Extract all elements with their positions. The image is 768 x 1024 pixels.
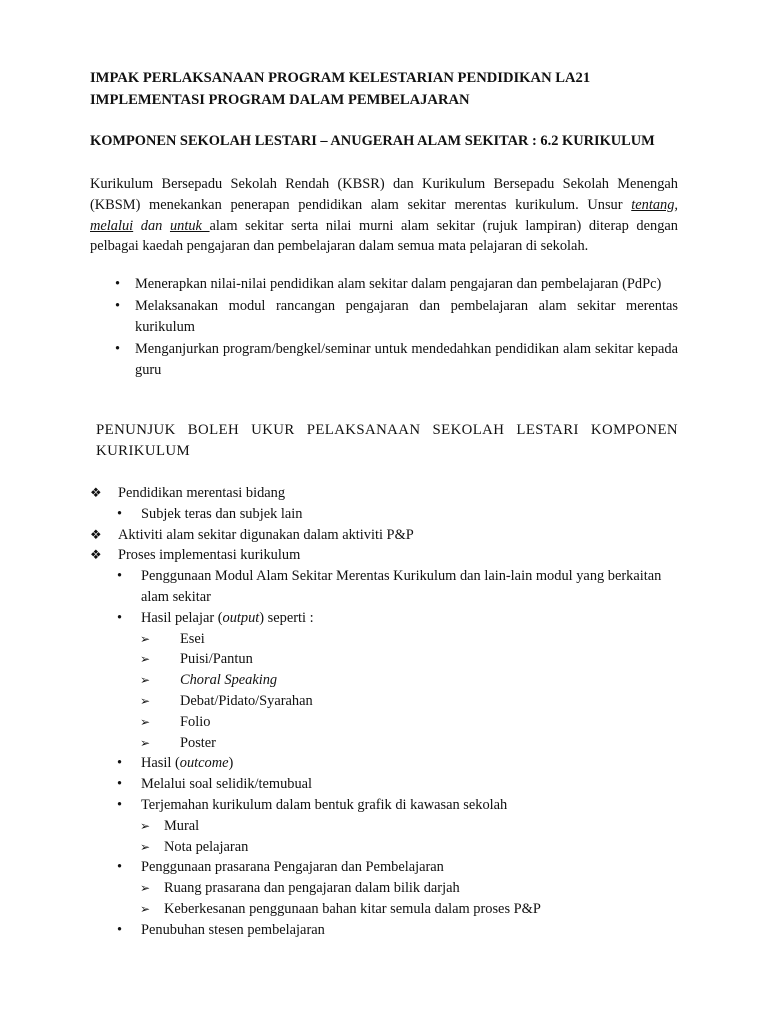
list-item — [90, 545, 690, 566]
list-item — [90, 920, 690, 941]
item-text: Debat/Pidato/Syarahan — [180, 692, 313, 709]
list-item — [90, 629, 690, 650]
arrow-bullet-icon: ➢ — [140, 693, 151, 708]
title-line-1: IMPAK PERLAKSANAAN PROGRAM KELESTARIAN PENDIDIKAN LA21 — [90, 70, 591, 86]
list-item: • Melaksanakan modul rancangan pengajaran dan pembelajaran alam sekitar merentas kurikulum — [90, 296, 678, 338]
title-line-2: IMPLEMENTASI PROGRAM DALAM PEMBELAJARAN — [90, 91, 470, 108]
diamond-bullet-icon: ❖ — [90, 547, 102, 563]
item-text: Pendidikan merentasi bidang — [118, 485, 286, 501]
list-item — [90, 857, 690, 878]
intro-dan: dan — [133, 217, 170, 234]
section-subtitle: KOMPONEN SEKOLAH LESTARI – ANUGERAH ALAM SEKITAR : 6.2 KURIKULUM — [90, 133, 655, 149]
arrow-bullet-icon: ➢ — [140, 818, 151, 833]
list-item — [90, 753, 690, 774]
arrow-bullet-icon: ➢ — [140, 631, 151, 646]
item-text: Ruang prasarana dan pengajaran dalam bilik darjah — [164, 880, 460, 897]
list-item — [90, 774, 690, 795]
item-text: Penggunaan Modul Alam Sekitar Merentas Kurikulum dan lain-lain modul yang berkaitan alam sekitar — [141, 568, 662, 605]
indicator-heading-text: PENUNJUK BOLEH UKUR PELAKSANAAN SEKOLAH LESTARI KOMPONEN KURIKULUM — [96, 422, 678, 459]
item-text: Keberkesanan penggunaan bahan kitar semula dalam proses P&P — [164, 900, 541, 917]
item-text: Nota pelajaran — [164, 838, 249, 855]
arrow-bullet-icon: ➢ — [140, 652, 151, 667]
list-item — [90, 483, 690, 504]
list-item: • Menerapkan nilai-nilai pendidikan alam sekitar dalam pengajaran dan pembelajaran (PdPc) — [90, 274, 678, 295]
diamond-bullet-icon: ❖ — [90, 526, 102, 542]
bullet-icon: • — [117, 609, 123, 626]
arrow-bullet-icon: ➢ — [140, 714, 151, 729]
list-item: • Menganjurkan program/bengkel/seminar untuk mendedahkan pendidikan alam sekitar kepada guru — [90, 339, 678, 381]
item-text: Mural — [164, 817, 200, 834]
indicator-heading — [96, 420, 678, 462]
intro-tentang: tentang, — [631, 196, 678, 213]
list-item — [90, 504, 690, 525]
bullet-icon: • — [117, 568, 123, 585]
arrow-bullet-icon: ➢ — [140, 673, 151, 688]
list-item — [90, 691, 690, 712]
item-text: Hasil (outcome) — [141, 755, 234, 772]
list-item — [90, 566, 690, 608]
item-text: Subjek teras dan subjek lain — [141, 505, 303, 522]
indicator-list — [90, 483, 690, 941]
item-text: Penubuhan stesen pembelajaran — [141, 921, 325, 938]
intro-paragraph — [90, 174, 678, 257]
arrow-bullet-icon: ➢ — [140, 881, 151, 896]
list-item — [90, 608, 690, 629]
diamond-bullet-icon: ❖ — [90, 485, 102, 500]
item-text: Puisi/Pantun — [180, 651, 253, 668]
arrow-bullet-icon: ➢ — [140, 839, 151, 854]
list-item — [90, 816, 690, 837]
list-item — [90, 670, 690, 691]
bullet-icon: • — [117, 755, 123, 772]
list-item — [90, 733, 690, 754]
item-text: Melalui soal selidik/temubual — [141, 776, 313, 793]
bullet-icon: • — [117, 921, 123, 938]
document-title — [90, 68, 590, 111]
intro-text-2: alam sekitar serta nilai murni alam sekitar (rujuk lampiran) diterap dengan pelbagai kaedah pengajaran dan pembelajaran dalam semua mata pelajaran di sekolah. — [90, 217, 678, 255]
item-text: Poster — [180, 734, 216, 751]
item-text: Esei — [180, 630, 205, 647]
item-text: Aktiviti alam sekitar digunakan dalam aktiviti P&P — [118, 526, 414, 543]
bullet-list — [90, 274, 678, 382]
arrow-bullet-icon: ➢ — [140, 735, 151, 750]
item-text: Hasil pelajar (output) seperti : — [141, 609, 314, 626]
list-item — [90, 525, 690, 546]
bullet-icon: • — [117, 505, 123, 522]
arrow-bullet-icon: ➢ — [140, 901, 151, 916]
intro-untuk: untuk — [169, 217, 210, 234]
item-text: Proses implementasi kurikulum — [118, 547, 301, 564]
item-text: Terjemahan kurikulum dalam bentuk grafik di kawasan sekolah — [141, 796, 508, 813]
intro-melalui: melalui — [90, 217, 134, 234]
item-text: Choral Speaking — [180, 672, 278, 689]
list-item — [90, 712, 690, 733]
list-item — [90, 899, 690, 920]
bullet-icon: • — [117, 859, 123, 876]
list-item — [90, 837, 690, 858]
list-item — [90, 795, 690, 816]
bullet-icon: • — [117, 796, 123, 813]
intro-text-1: Kurikulum Bersepadu Sekolah Rendah (KBSR) dan Kurikulum Bersepadu Sekolah Menengah (KBSM) menekankan penerapan pendidikan alam sekitar merentas kurikulum. Unsur — [90, 176, 678, 213]
item-text: Folio — [180, 713, 211, 730]
bullet-icon: • — [117, 776, 123, 793]
list-item — [90, 649, 690, 670]
item-text: Penggunaan prasarana Pengajaran dan Pembelajaran — [141, 859, 444, 876]
list-item — [90, 878, 690, 899]
